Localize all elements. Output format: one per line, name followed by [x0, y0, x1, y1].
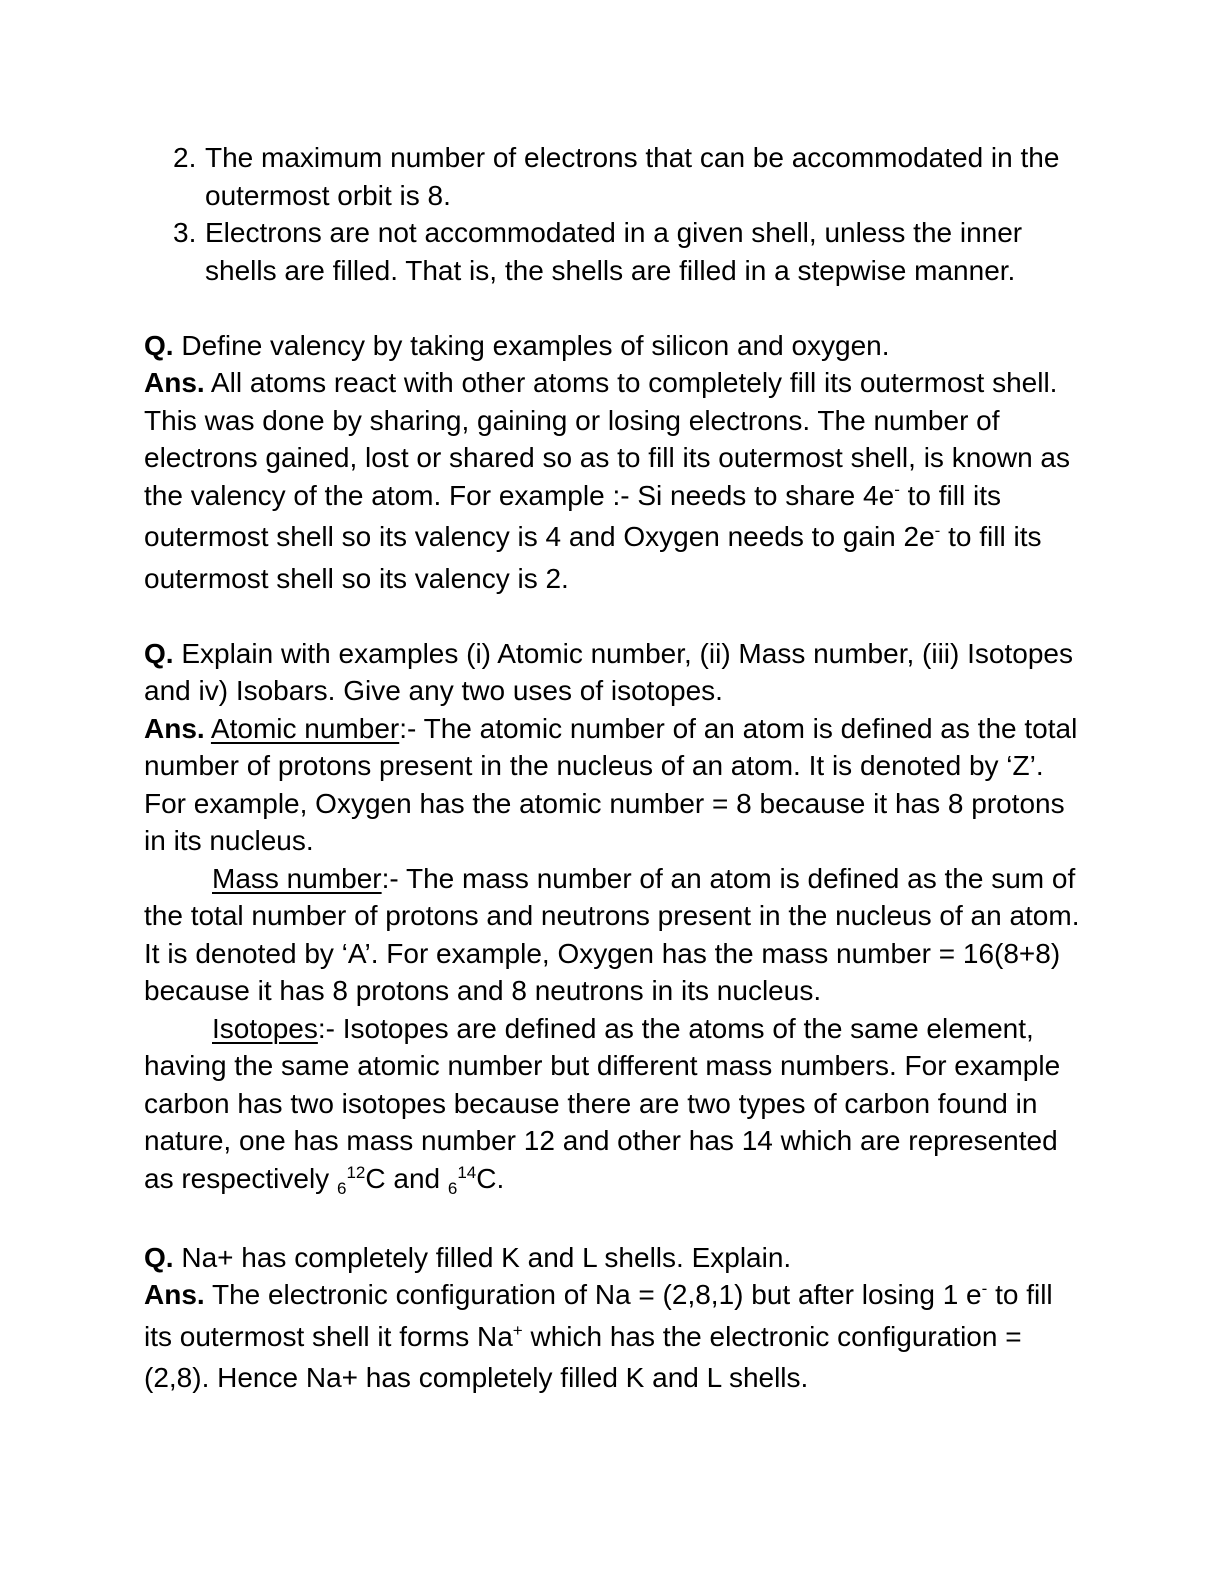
list-item [144, 139, 1084, 214]
list-item [144, 214, 1084, 289]
answer-text: to fill its outermost shell so its valency is 2. [144, 521, 1042, 594]
answer-paragraph-atomic-number [144, 710, 1084, 860]
answer-text: to fill its outermost shell so its valency is 4 and Oxygen needs to gain 2e [144, 479, 1001, 552]
superscript-plus: + [512, 1320, 523, 1340]
underlined-term-mass-number: Mass number [212, 862, 382, 894]
answer-text: :- Isotopes are defined as the atoms of the same element, having the same atomic number but different mass numbers. For example carbon has two isotopes because there are two types of carbon found in nature, one has mass number 12 and other has 14 which are represented as respectively [144, 1012, 1061, 1194]
isotope-symbol-carbon: C. [476, 1162, 505, 1194]
list-item-text: Electrons are not accommodated in a given shell, unless the inner shells are filled. That is, the shells are filled in a stepwise manner. [205, 217, 1023, 286]
question-paragraph [144, 327, 1084, 365]
qa-section-valency [144, 327, 1084, 598]
superscript-minus: - [894, 479, 900, 499]
question-label: Q. [144, 329, 174, 361]
answer-text: to fill its outermost shell it forms Na [144, 1279, 1053, 1352]
answer-text: :- The atomic number of an atom is defined as the total number of protons present in the nucleus of an atom. It is denoted by ‘Z’. For example, Oxygen has the atomic number = 8 because it has 8 protons in its nucleus. [144, 712, 1078, 856]
numbered-list [144, 139, 1084, 289]
isotope-subscript-6: 6 [447, 1178, 458, 1198]
question-text: Explain with examples (i) Atomic number, (ii) Mass number, (iii) Isotopes and iv) Isobars. Give any two uses of isotopes. [144, 637, 1073, 706]
question-text: Define valency by taking examples of silicon and oxygen. [173, 329, 890, 361]
question-label: Q. [144, 637, 174, 669]
qa-section-atomic-mass-isotopes [144, 635, 1084, 1202]
isotope-superscript-14: 14 [457, 1162, 477, 1182]
answer-text: All atoms react with other atoms to completely fill its outermost shell. This was done by sharing, gaining or losing electrons. The number of electrons gained, lost or shared so as to fill its outermost shell, is known as the valency of the atom. For example :- Si needs to share 4e [144, 367, 1070, 511]
isotope-subscript-6: 6 [336, 1178, 347, 1198]
isotope-superscript-12: 12 [346, 1162, 366, 1182]
superscript-minus: - [934, 521, 941, 540]
qa-section-sodium [144, 1239, 1084, 1397]
question-label: Q. [144, 1241, 174, 1273]
underlined-term-isotopes: Isotopes [212, 1012, 318, 1044]
answer-paragraph [144, 1276, 1084, 1397]
superscript-minus: - [981, 1279, 988, 1298]
answer-paragraph-mass-number [144, 860, 1084, 1010]
question-paragraph [144, 635, 1084, 710]
answer-text: and [385, 1162, 448, 1194]
list-item-text: The maximum number of electrons that can be accommodated in the outermost orbit is 8. [205, 142, 1060, 211]
list-item-number: 3. [173, 217, 197, 248]
question-paragraph [144, 1239, 1084, 1277]
underlined-term-atomic-number: Atomic number [210, 712, 400, 744]
list-item-number: 2. [173, 142, 197, 173]
answer-paragraph-isotopes [144, 1010, 1084, 1202]
question-text: Na+ has completely filled K and L shells. Explain. [173, 1241, 792, 1273]
answer-text: The electronic configuration of Na = (2,8,1) but after losing 1 e [204, 1279, 982, 1310]
answer-label: Ans. [144, 712, 205, 744]
isotope-symbol-carbon: C [365, 1162, 386, 1194]
answer-label: Ans. [144, 367, 205, 398]
answer-text: :- The mass number of an atom is defined as the sum of the total number of protons and neutrons present in the nucleus of an atom. It is denoted by ‘A’. For example, Oxygen has the mass number = 16(8+8) because it has 8 protons and 8 neutrons in its nucleus. [144, 862, 1080, 1006]
answer-label: Ans. [144, 1279, 205, 1310]
answer-paragraph [144, 364, 1084, 597]
answer-text: which has the electronic configuration = (2,8). Hence Na+ has completely filled K and L shells. [144, 1320, 1022, 1393]
